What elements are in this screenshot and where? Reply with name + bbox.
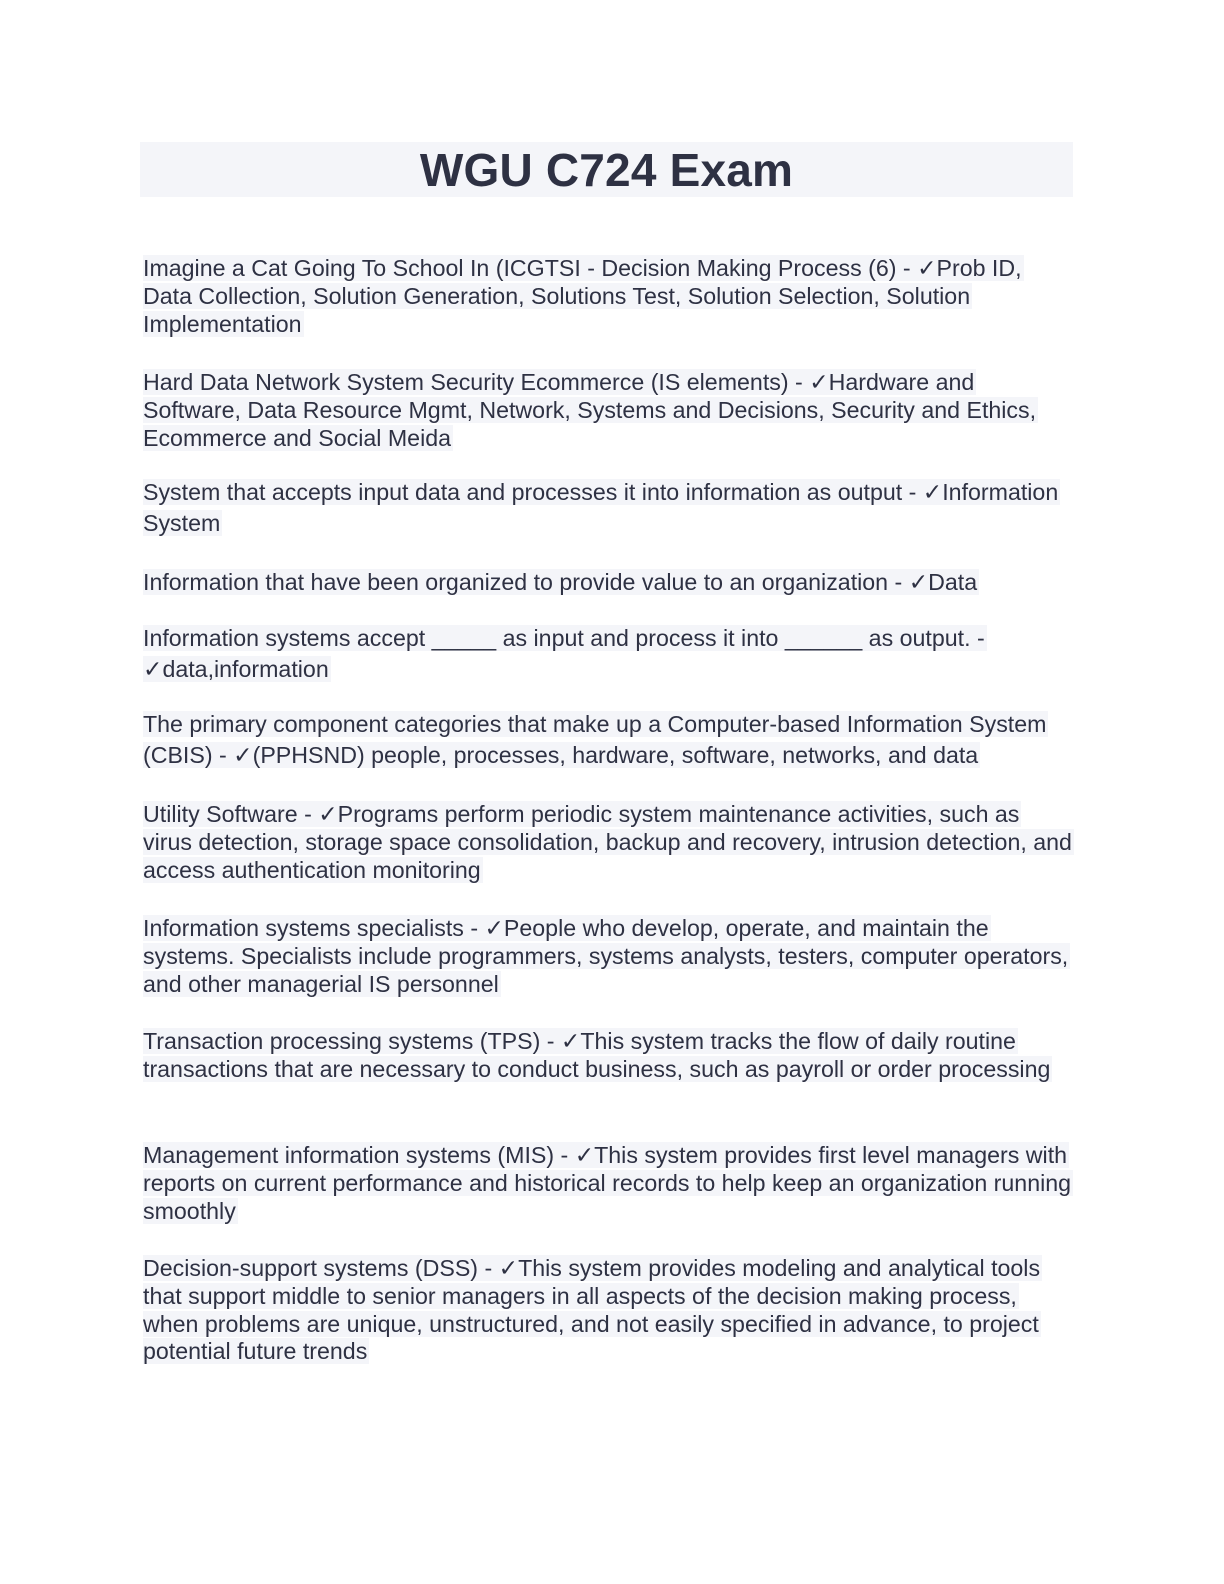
flashcard-question: Transaction processing systems (TPS) [143,1028,541,1054]
check-icon: ✓ [233,741,253,768]
flashcard-answer: This system provides modeling and analytical tools that support middle to senior managers in all aspects of the decision making process, when problems are unique, unstructured, and not easily specified in advance, to project potential future trends [143,1255,1041,1365]
flashcard-text: Management information systems (MIS) - ✓This system provides first level managers with reports on current performance and historical records to help keep an organization running smoothly [143,1142,1072,1224]
flashcard [143,255,1073,338]
flashcard [143,801,1073,884]
flashcard-text: Transaction processing systems (TPS) - ✓This system tracks the flow of daily routine transactions that are necessary to conduct business, such as payroll or order processing [143,1028,1051,1082]
flashcard-question: Management information systems (MIS) [143,1142,555,1168]
flashcard-answer: (PPHSND) people, processes, hardware, software, networks, and data [252,741,979,768]
flashcard-answer: Programs perform periodic system maintenance activities, such as virus detection, storage space consolidation, backup and recovery, intrusion detection, and access authentication monitoring [143,801,1072,883]
check-icon: ✓ [484,915,504,941]
flashcard-question: Information systems specialists [143,915,464,941]
flashcard [143,1255,1073,1366]
flashcard-text: System that accepts input data and processes it into information as output - ✓Information System [143,479,1059,536]
flashcard-text: Hard Data Network System Security Ecommerce (IS elements) - ✓Hardware and Software, Data Resource Mgmt, Network, Systems and Decisions, Security and Ethics, Ecommerce and Social Meida [143,369,1037,451]
check-icon: ✓ [908,569,929,595]
flashcard-answer: This system provides first level managers with reports on current performance and historical records to help keep an organization running smoothly [143,1142,1072,1224]
check-icon: ✓ [560,1028,581,1054]
flashcard [143,369,1073,452]
flashcard-text: The primary component categories that make up a Computer-based Information System (CBIS) - ✓(PPHSND) people, processes, hardware, software, networks, and data [143,711,1047,768]
flashcard-question: System that accepts input data and processes it into information as output [143,479,903,505]
check-icon: ✓ [498,1255,519,1281]
check-icon: ✓ [318,801,338,827]
flashcard-text: Imagine a Cat Going To School In (ICGTSI - Decision Making Process (6) - ✓Prob ID, Data Collection, Solution Generation, Solutions Test, Solution Selection, Solution Implementation [143,255,1022,337]
flashcard-text: Utility Software - ✓Programs perform periodic system maintenance activities, such as virus detection, storage space consolidation, backup and recovery, intrusion detection, and access authentication monitoring [143,801,1072,883]
check-icon: ✓ [574,1142,595,1168]
flashcard-answer: Prob ID, Data Collection, Solution Generation, Solutions Test, Solution Selection, Solution Implementation [143,255,1022,337]
flashcard-answer: This system tracks the flow of daily routine transactions that are necessary to conduct business, such as payroll or order processing [143,1028,1051,1082]
flashcard-text: Information that have been organized to provide value to an organization - ✓Data [143,569,978,595]
check-icon: ✓ [809,369,829,395]
flashcard-text: Information systems accept _____ as input and process it into ______ as output. - ✓data,information [143,625,985,682]
flashcard-question: The primary component categories that make up a Computer-based Information System (CBIS) [143,711,1047,768]
flashcard-answer: data,information [162,655,329,682]
flashcard-answer: People who develop, operate, and maintain the systems. Specialists include programmers, systems analysts, testers, computer operators, and other managerial IS personnel [143,915,1069,997]
flashcard-text: Decision-support systems (DSS) - ✓This system provides modeling and analytical tools that support middle to senior managers in all aspects of the decision making process, when problems are unique, unstructured, and not easily specified in advance, to project potential future trends [143,1255,1041,1365]
flashcard-answer: Information System [143,479,1059,536]
flashcard [143,709,1073,770]
flashcard [143,567,1073,598]
flashcard-answer: Data [928,569,978,595]
title-banner [140,142,1073,197]
flashcard [143,477,1073,538]
flashcard-question: Information that have been organized to provide value to an organization [143,569,889,595]
flashcard-text: Information systems specialists - ✓People who develop, operate, and maintain the systems. Specialists include programmers, systems analysts, testers, computer operators, and other managerial IS personnel [143,915,1069,997]
flashcard-question: Information systems accept _____ as input and process it into ______ as output. [143,625,971,651]
flashcard-question: Decision-support systems (DSS) [143,1255,479,1281]
flashcard [143,1142,1073,1225]
flashcard [143,915,1073,998]
flashcard [143,1028,1073,1084]
flashcard-question: Imagine a Cat Going To School In (ICGTSI - Decision Making Process (6) [143,255,897,281]
page-title: WGU C724 Exam [419,144,794,196]
check-icon: ✓ [143,655,163,682]
flashcard-answer: Hardware and Software, Data Resource Mgmt, Network, Systems and Decisions, Security and Ethics, Ecommerce and Social Meida [143,369,1037,451]
flashcard [143,623,1073,684]
check-icon: ✓ [922,479,943,505]
flashcard-question: Utility Software [143,801,298,827]
flashcard-question: Hard Data Network System Security Ecommerce (IS elements) [143,369,789,395]
check-icon: ✓ [917,255,937,281]
